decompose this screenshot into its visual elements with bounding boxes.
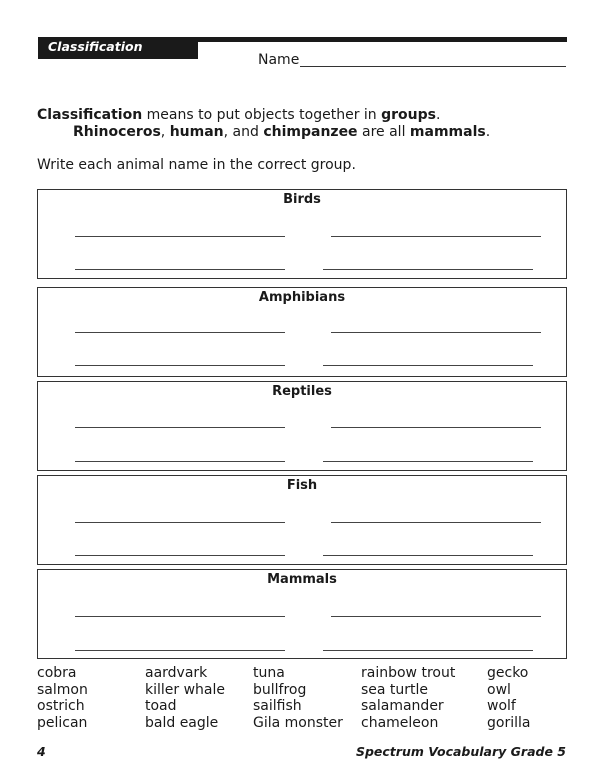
instructions: Write each animal name in the correct group. bbox=[37, 157, 356, 173]
word-item: bullfrog bbox=[253, 681, 307, 698]
word-bank-column bbox=[253, 665, 343, 731]
word-item: cobra bbox=[37, 665, 77, 681]
example-line: Rhinoceros, human, and chimpanzee are all mammals. bbox=[73, 124, 491, 140]
word-item: gorilla bbox=[487, 714, 531, 731]
group-birds bbox=[37, 189, 567, 279]
word-bank-column bbox=[361, 665, 455, 731]
word-bank-column bbox=[37, 665, 88, 731]
group-title: Fish bbox=[286, 478, 318, 493]
answer-line[interactable] bbox=[331, 522, 541, 523]
answer-line[interactable] bbox=[323, 269, 533, 270]
word-item: Gila monster bbox=[253, 714, 343, 731]
group-title: Reptiles bbox=[272, 384, 332, 399]
book-title: Spectrum Vocabulary Grade 5 bbox=[355, 744, 566, 759]
answer-line[interactable] bbox=[331, 332, 541, 333]
word-item: chameleon bbox=[361, 714, 439, 731]
group-title: Mammals bbox=[267, 572, 337, 587]
answer-line[interactable] bbox=[331, 236, 541, 237]
word-item: owl bbox=[487, 681, 511, 698]
term-groups: groups bbox=[381, 107, 436, 123]
definition-text bbox=[37, 107, 567, 141]
group-title: Birds bbox=[283, 192, 321, 207]
term-classification: Classification bbox=[37, 107, 143, 123]
answer-line[interactable] bbox=[75, 461, 285, 462]
answer-line[interactable] bbox=[75, 236, 285, 237]
word-item: rainbow trout bbox=[361, 665, 456, 681]
name-field-line[interactable] bbox=[300, 66, 566, 67]
word-item: bald eagle bbox=[145, 714, 219, 731]
word-item: tuna bbox=[253, 665, 285, 681]
answer-line[interactable] bbox=[331, 616, 541, 617]
word-item: toad bbox=[145, 698, 177, 715]
answer-line[interactable] bbox=[75, 269, 285, 270]
answer-line[interactable] bbox=[75, 555, 285, 556]
answer-line[interactable] bbox=[75, 616, 285, 617]
answer-line[interactable] bbox=[323, 650, 533, 651]
word-item: killer whale bbox=[145, 681, 226, 698]
word-item: sailfish bbox=[253, 698, 302, 715]
answer-line[interactable] bbox=[75, 427, 285, 428]
group-amphibians bbox=[37, 287, 567, 377]
word-bank-column bbox=[145, 665, 225, 731]
section-tag: Classification bbox=[38, 37, 198, 59]
answer-line[interactable] bbox=[75, 650, 285, 651]
word-item: aardvark bbox=[145, 665, 208, 681]
answer-line[interactable] bbox=[75, 332, 285, 333]
group-title: Amphibians bbox=[258, 290, 346, 305]
answer-line[interactable] bbox=[323, 555, 533, 556]
word-item: sea turtle bbox=[361, 681, 429, 698]
answer-line[interactable] bbox=[323, 461, 533, 462]
answer-line[interactable] bbox=[331, 427, 541, 428]
word-item: gecko bbox=[487, 665, 529, 681]
word-bank-column bbox=[487, 665, 530, 731]
answer-line[interactable] bbox=[75, 522, 285, 523]
group-reptiles bbox=[37, 381, 567, 471]
word-item: ostrich bbox=[37, 698, 85, 715]
word-item: wolf bbox=[487, 698, 516, 715]
word-item: salmon bbox=[37, 681, 88, 698]
answer-line[interactable] bbox=[323, 365, 533, 366]
answer-line[interactable] bbox=[75, 365, 285, 366]
definition-line: Classification means to put objects together in groups. bbox=[37, 107, 441, 123]
group-fish bbox=[37, 475, 567, 565]
page-number: 4 bbox=[37, 744, 46, 759]
word-item: pelican bbox=[37, 714, 88, 731]
word-item: salamander bbox=[361, 698, 444, 715]
name-label: Name bbox=[258, 52, 300, 68]
group-mammals bbox=[37, 569, 567, 659]
